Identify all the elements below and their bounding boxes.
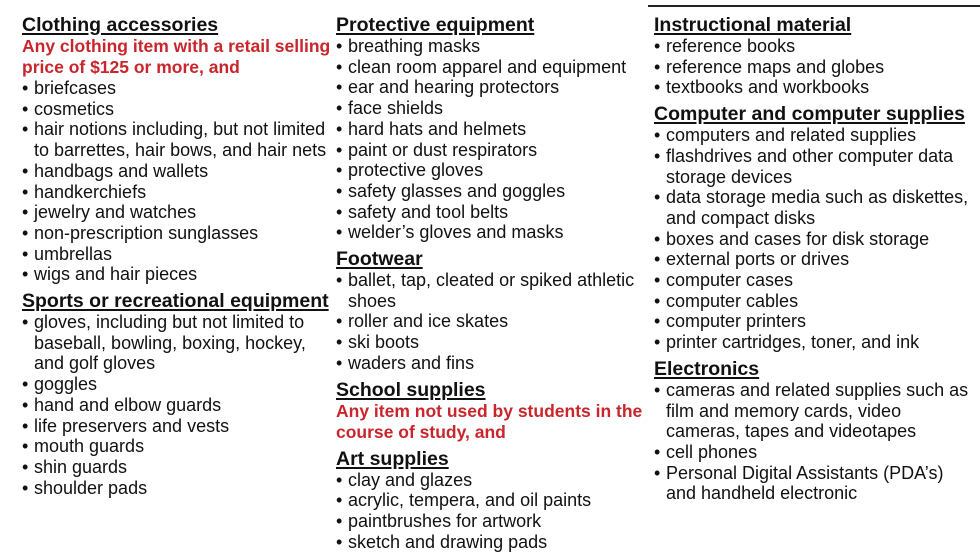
column-2 [336, 14, 650, 550]
list-item: • gloves, including but not limited to baseball, bowling, boxing, hockey, and golf gloves [22, 312, 334, 374]
list-item: • computer cases [654, 270, 976, 291]
list-item: • computer printers [654, 311, 976, 332]
list-item: • protective gloves [336, 160, 650, 181]
list-item: • clean room apparel and equipment [336, 57, 650, 78]
list-item: • goggles [22, 374, 334, 395]
list-item: • hair notions including, but not limited to barrettes, hair bows, and hair nets [22, 119, 334, 160]
list-item: • data storage media such as diskettes, and compact disks [654, 187, 976, 228]
list-item: • ski boots [336, 332, 650, 353]
list-item: • boxes and cases for disk storage [654, 229, 976, 250]
section-heading: Instructional material [654, 14, 852, 36]
section-footwear [336, 248, 650, 374]
section-heading: School supplies [336, 378, 486, 401]
section-heading: Sports or recreational equipment [22, 290, 329, 313]
column-3 [654, 14, 976, 550]
list-item: • clay and glazes [336, 470, 650, 491]
list-item: • breathing masks [336, 36, 650, 57]
list-item: • computers and related supplies [654, 125, 976, 146]
list-item: • ballet, tap, cleated or spiked athletic shoes [336, 270, 650, 311]
exception-note: Any clothing item with a retail selling price of $125 or more, and [22, 36, 331, 77]
item-list [22, 312, 334, 498]
section-clothing-accessories [22, 14, 334, 285]
item-list [336, 470, 650, 552]
list-item: • non-prescription sunglasses [22, 223, 334, 244]
list-item: • sketch and drawing pads [336, 532, 650, 552]
list-item: • cameras and related supplies such as film and memory cards, video cameras, tapes and videotapes [654, 380, 976, 442]
list-item: • paintbrushes for artwork [336, 511, 650, 532]
list-item: • reference books [654, 36, 976, 57]
list-item: • waders and fins [336, 353, 650, 374]
section-heading: Footwear [336, 248, 423, 271]
list-item: • shoulder pads [22, 478, 334, 499]
list-item: • wigs and hair pieces [22, 264, 334, 285]
list-item: • ear and hearing protectors [336, 77, 650, 98]
item-list [336, 270, 650, 374]
section-heading: Computer and computer supplies [654, 103, 965, 126]
list-item: • cosmetics [22, 99, 334, 120]
section-computer-and-computer-supplies [654, 103, 976, 353]
list-item: • shin guards [22, 457, 334, 478]
list-item: • face shields [336, 98, 650, 119]
list-item: • computer cables [654, 291, 976, 312]
item-list [336, 36, 650, 243]
list-item: • cell phones [654, 442, 976, 463]
list-item: • paint or dust respirators [336, 140, 650, 161]
item-list [22, 78, 334, 285]
list-item: • printer cartridges, toner, and ink [654, 332, 976, 353]
list-item: • Personal Digital Assistants (PDA’s) and handheld electronic [654, 463, 976, 504]
section-heading: Art supplies [336, 447, 449, 470]
list-item: • welder’s gloves and masks [336, 222, 650, 243]
list-item: • external ports or drives [654, 249, 976, 270]
section-electronics [654, 358, 976, 504]
section-school-supplies [336, 379, 650, 443]
list-item: • roller and ice skates [336, 311, 650, 332]
item-list [654, 125, 976, 353]
list-item: • reference maps and globes [654, 57, 976, 78]
section-heading: Protective equipment [336, 14, 535, 36]
section-sports-or-recreational-equipment [22, 290, 334, 498]
list-item: • mouth guards [22, 436, 334, 457]
column-1 [22, 14, 334, 550]
section-art-supplies [336, 448, 650, 552]
list-item: • jewelry and watches [22, 202, 334, 223]
list-item: • handkerchiefs [22, 182, 334, 203]
list-item: • safety and tool belts [336, 202, 650, 223]
section-heading: Electronics [654, 357, 760, 380]
list-item: • textbooks and workbooks [654, 77, 976, 98]
list-item: • hard hats and helmets [336, 119, 650, 140]
list-item: • briefcases [22, 78, 334, 99]
section-protective-equipment [336, 14, 650, 243]
section-heading: Clothing accessories [22, 14, 219, 36]
list-item: • acrylic, tempera, and oil paints [336, 490, 650, 511]
top-divider-rule [648, 5, 980, 7]
exception-note: Any item not used by students in the course of study, and [336, 400, 643, 442]
item-list [654, 36, 976, 98]
list-item: • hand and elbow guards [22, 395, 334, 416]
list-item: • safety glasses and goggles [336, 181, 650, 202]
list-item: • flashdrives and other computer data storage devices [654, 146, 976, 187]
item-list [654, 380, 976, 504]
section-instructional-material [654, 14, 976, 98]
list-item: • life preservers and vests [22, 416, 334, 437]
list-item: • umbrellas [22, 244, 334, 265]
list-item: • handbags and wallets [22, 161, 334, 182]
